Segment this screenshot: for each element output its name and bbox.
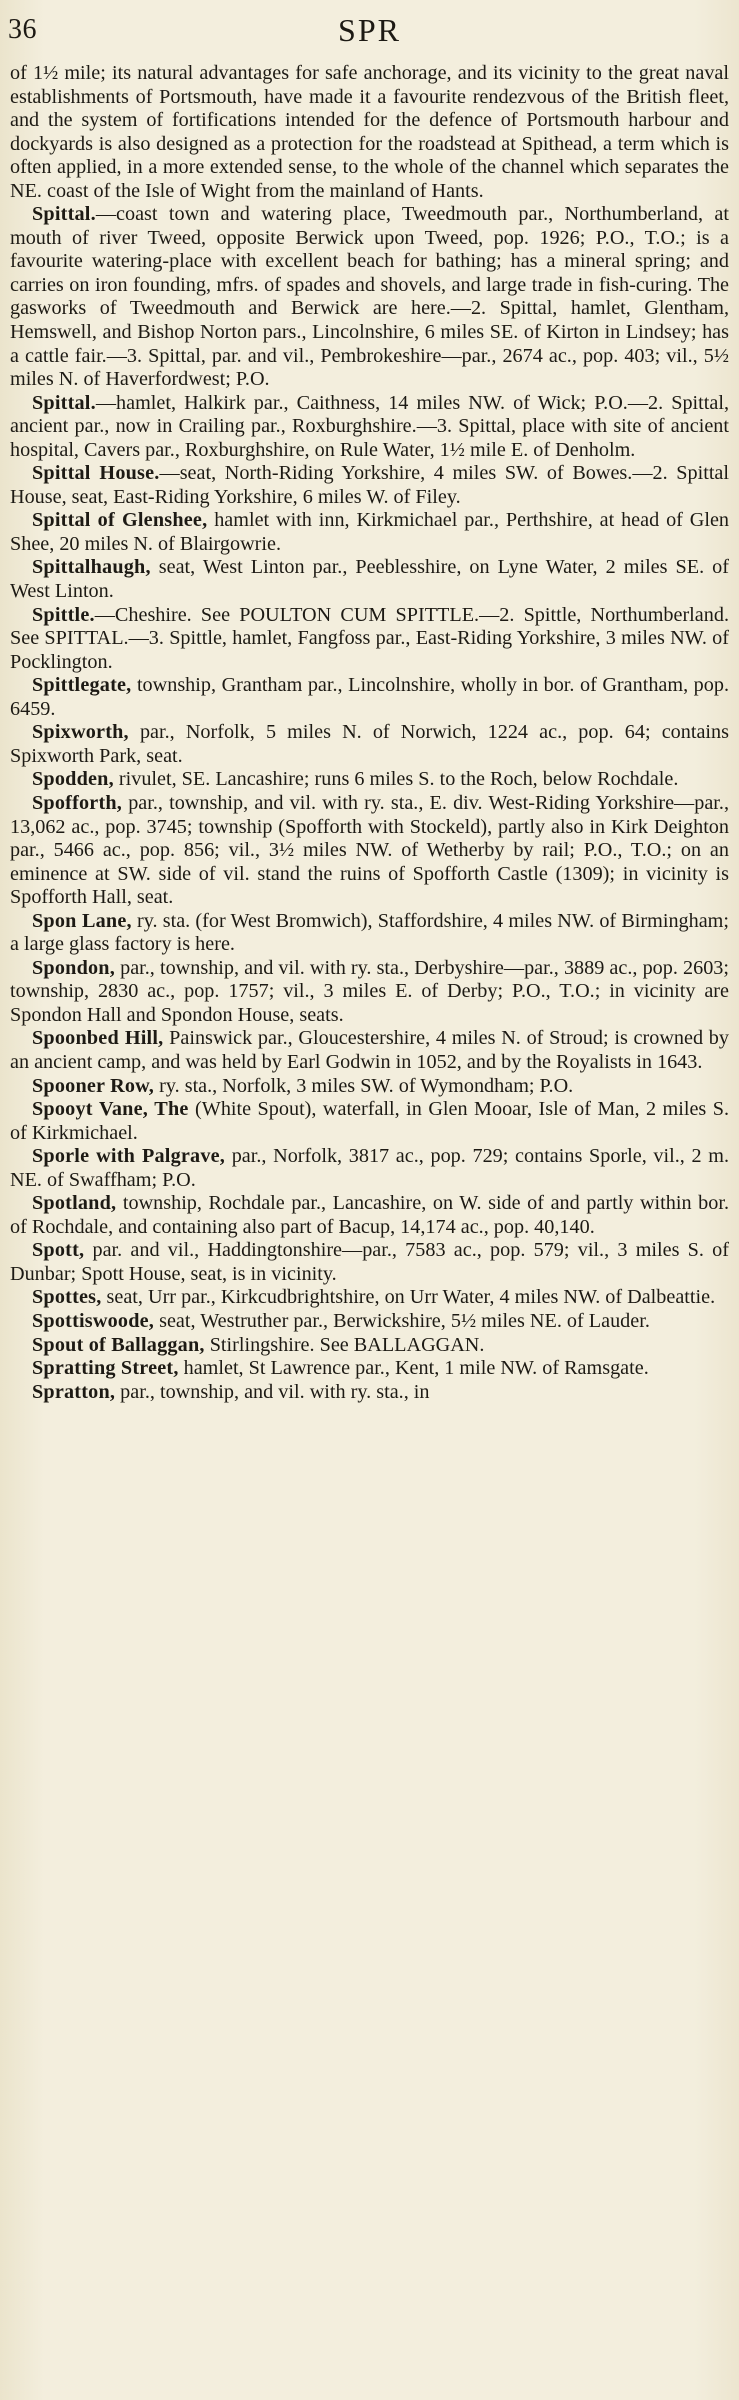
- entry-text: rivulet, SE. Lancashire; runs 6 miles S. to the Roch, below Rochdale.: [113, 768, 679, 791]
- entry-text: seat, West Linton par., Peeblesshire, on Lyne Water, 2 miles SE. of West Linton.: [10, 556, 729, 603]
- entry-spittlegate: [10, 674, 729, 721]
- entry-spondon: [10, 957, 729, 1028]
- entry-text: township, Rochdale par., Lancashire, on W. side of and partly within bor. of Rochdale, and containing also part of Bacup, 14,174 ac., pop. 40,140.: [10, 1192, 729, 1238]
- entry-headword: Spittle.: [32, 603, 95, 626]
- entry-spittal-of-glenshee: [10, 509, 729, 556]
- entry-headword: Spotland,: [32, 1192, 117, 1215]
- page-header: [10, 0, 729, 62]
- entry-text: hamlet, St Lawrence par., Kent, 1 mile NW. of Ramsgate.: [178, 1357, 649, 1380]
- entry-headword: Sporle with Palgrave,: [32, 1145, 226, 1168]
- entry-headword: Spout of Ballaggan,: [32, 1333, 205, 1356]
- entry-text: —Cheshire. See POULTON CUM SPITTLE.—2. Spittle, Northumberland. See SPITTAL.—3. Spittle, hamlet, Fangfoss par., East-Riding Yorkshire, 3 miles NW. of Pocklington.: [10, 603, 729, 673]
- entry-headword: Spondon,: [32, 956, 115, 979]
- entry-spixworth: [10, 721, 729, 768]
- entry-spratton: [10, 1381, 729, 1405]
- entry-headword: Spottiswoode,: [32, 1309, 155, 1332]
- entry-headword: Spooyt Vane, The: [32, 1098, 189, 1121]
- entry-headword: Spittal of Glenshee,: [32, 509, 208, 532]
- entry-text: par., Norfolk, 3817 ac., pop. 729; contains Sporle, vil., 2 m. NE. of Swaffham; P.O.: [10, 1145, 729, 1191]
- entry-spittalhaugh: [10, 556, 729, 603]
- entry-text: par. and vil., Haddingtonshire—par., 7583 ac., pop. 579; vil., 3 miles S. of Dunbar; Spott House, seat, is in vicinity.: [10, 1239, 729, 1285]
- entry-headword: Spoonbed Hill,: [32, 1027, 164, 1050]
- entry-text: township, Grantham par., Lincolnshire, wholly in bor. of Grantham, pop. 6459.: [10, 674, 729, 720]
- entry-spon-lane: [10, 910, 729, 957]
- entry-spittal-house: [10, 462, 729, 509]
- entry-text: par., township, and vil. with ry. sta., in: [115, 1380, 430, 1403]
- entry-headword: Spon Lane,: [32, 909, 132, 932]
- entry-text: par., Norfolk, 5 miles N. of Norwich, 1224 ac., pop. 64; contains Spixworth Park, seat.: [10, 721, 729, 767]
- entry-spott: [10, 1239, 729, 1286]
- entry-text: hamlet with inn, Kirkmichael par., Perthshire, at head of Glen Shee, 20 miles N. of Blairgowrie.: [10, 509, 729, 555]
- entry-headword: Spittlegate,: [32, 674, 132, 697]
- entry-text: of 1½ mile; its natural advantages for safe anchorage, and its vicinity to the great naval establishments of Portsmouth, have made it a favourite rendezvous of the British fleet, and the system of fortifications intended for the defence of Portsmouth harbour and dockyards is also designed as a protection for the roadstead at Spithead, a term which is often applied, in a more extended sense, to the whole of the channel which separates the NE. coast of the Isle of Wight from the mainland of Hants.: [10, 62, 729, 202]
- entry-text: par., township, and vil. with ry. sta., E. div. West-Riding Yorkshire—par., 13,062 ac., pop. 3745; township (Spofforth with Stockeld), partly also in Kirk Deighton par., 5466 ac., pop. 856; vil., 3½ miles NW. of Wetherby by rail; P.O., T.O.; on an eminence at SW. side of vil. stand the ruins of Spofforth Castle (1309); in vicinity is Spofforth Hall, seat.: [10, 791, 729, 909]
- entry-text: ry. sta., Norfolk, 3 miles SW. of Wymondham; P.O.: [154, 1074, 574, 1097]
- entry-spofforth: [10, 792, 729, 910]
- entry-text: —coast town and watering place, Tweedmouth par., Northumberland, at mouth of river Tweed, opposite Berwick upon Tweed, pop. 1926; P.O., T.O.; is a favourite watering-place with excellent beach for bathing; has a mineral spring; and carries on iron founding, mfrs. of spades and shovels, and large trade in fish-curing. The gasworks of Tweedmouth and Berwick are here.—2. Spittal, hamlet, Glentham, Hemswell, and Bishop Norton pars., Lincolnshire, 6 miles SE. of Kirton in Lindsey; has a cattle fair.—3. Spittal, par. and vil., Pembrokeshire—par., 2674 ac., pop. 403; vil., 5½ miles N. of Haverfordwest; P.O.: [10, 203, 729, 391]
- gazetteer-entries: [10, 62, 729, 1404]
- entry-text: —seat, North-Riding Yorkshire, 4 miles SW. of Bowes.—2. Spittal House, seat, East-Riding Yorkshire, 6 miles W. of Filey.: [10, 462, 729, 508]
- entry-sporle-with-palgrave: [10, 1145, 729, 1192]
- entry-spoonbed-hill: [10, 1027, 729, 1074]
- entry-spooner-row: [10, 1075, 729, 1099]
- entry-spittal-northumberland: [10, 203, 729, 391]
- entry-text: seat, Westruther par., Berwickshire, 5½ miles NE. of Lauder.: [154, 1309, 650, 1332]
- entry-headword: Spratting Street,: [32, 1357, 179, 1380]
- entry-spodden: [10, 768, 729, 792]
- entry-headword: Spittalhaugh,: [32, 556, 151, 579]
- entry-spittal-caithness: [10, 392, 729, 463]
- entry-spout-of-ballaggan: [10, 1334, 729, 1358]
- running-head: SPR: [338, 12, 401, 48]
- page-number: 36: [8, 14, 37, 45]
- entry-text: —hamlet, Halkirk par., Caithness, 14 miles NW. of Wick; P.O.—2. Spittal, ancient par., now in Crailing par., Roxburghshire.—3. Spittal, place with site of ancient hospital, Cavers par., Roxburghshire, on Rule Water, 1½ mile E. of Denholm.: [10, 391, 729, 461]
- entry-headword: Spittal.: [32, 203, 96, 226]
- entry-headword: Spott,: [32, 1239, 85, 1262]
- entry-headword: Spratton,: [32, 1380, 116, 1403]
- entry-spooyt-vane: [10, 1098, 729, 1145]
- entry-headword: Spofforth,: [32, 791, 123, 814]
- entry-spratting-street: [10, 1357, 729, 1381]
- entry-headword: Spittal House.: [32, 462, 160, 485]
- entry-spottes: [10, 1286, 729, 1310]
- entry-continuation: [10, 62, 729, 203]
- entry-text: seat, Urr par., Kirkcudbrightshire, on Urr Water, 4 miles NW. of Dalbeattie.: [101, 1286, 716, 1309]
- entry-text: (White Spout), waterfall, in Glen Mooar, Isle of Man, 2 miles S. of Kirkmichael.: [10, 1098, 729, 1144]
- entry-headword: Spooner Row,: [32, 1074, 155, 1097]
- entry-spittle: [10, 604, 729, 675]
- entry-headword: Spottes,: [32, 1286, 102, 1309]
- entry-headword: Spixworth,: [32, 721, 129, 744]
- entry-text: ry. sta. (for West Bromwich), Staffordshire, 4 miles NW. of Birmingham; a large glass factory is here.: [10, 909, 729, 956]
- entry-headword: Spittal.: [32, 391, 96, 414]
- entry-spottiswoode: [10, 1310, 729, 1334]
- entry-text: Stirlingshire. See BALLAGGAN.: [204, 1333, 485, 1356]
- entry-text: par., township, and vil. with ry. sta., Derbyshire—par., 3889 ac., pop. 2603; township, 2830 ac., pop. 1757; vil., 3 miles E. of Derby; P.O., T.O.; in vicinity are Spondon Hall and Spondon House, seats.: [10, 956, 729, 1026]
- entry-headword: Spodden,: [32, 768, 114, 791]
- entry-text: Painswick par., Gloucestershire, 4 miles N. of Stroud; is crowned by an ancient camp, and was held by Earl Godwin in 1052, and by the Royalists in 1643.: [10, 1027, 729, 1073]
- entry-spotland: [10, 1192, 729, 1239]
